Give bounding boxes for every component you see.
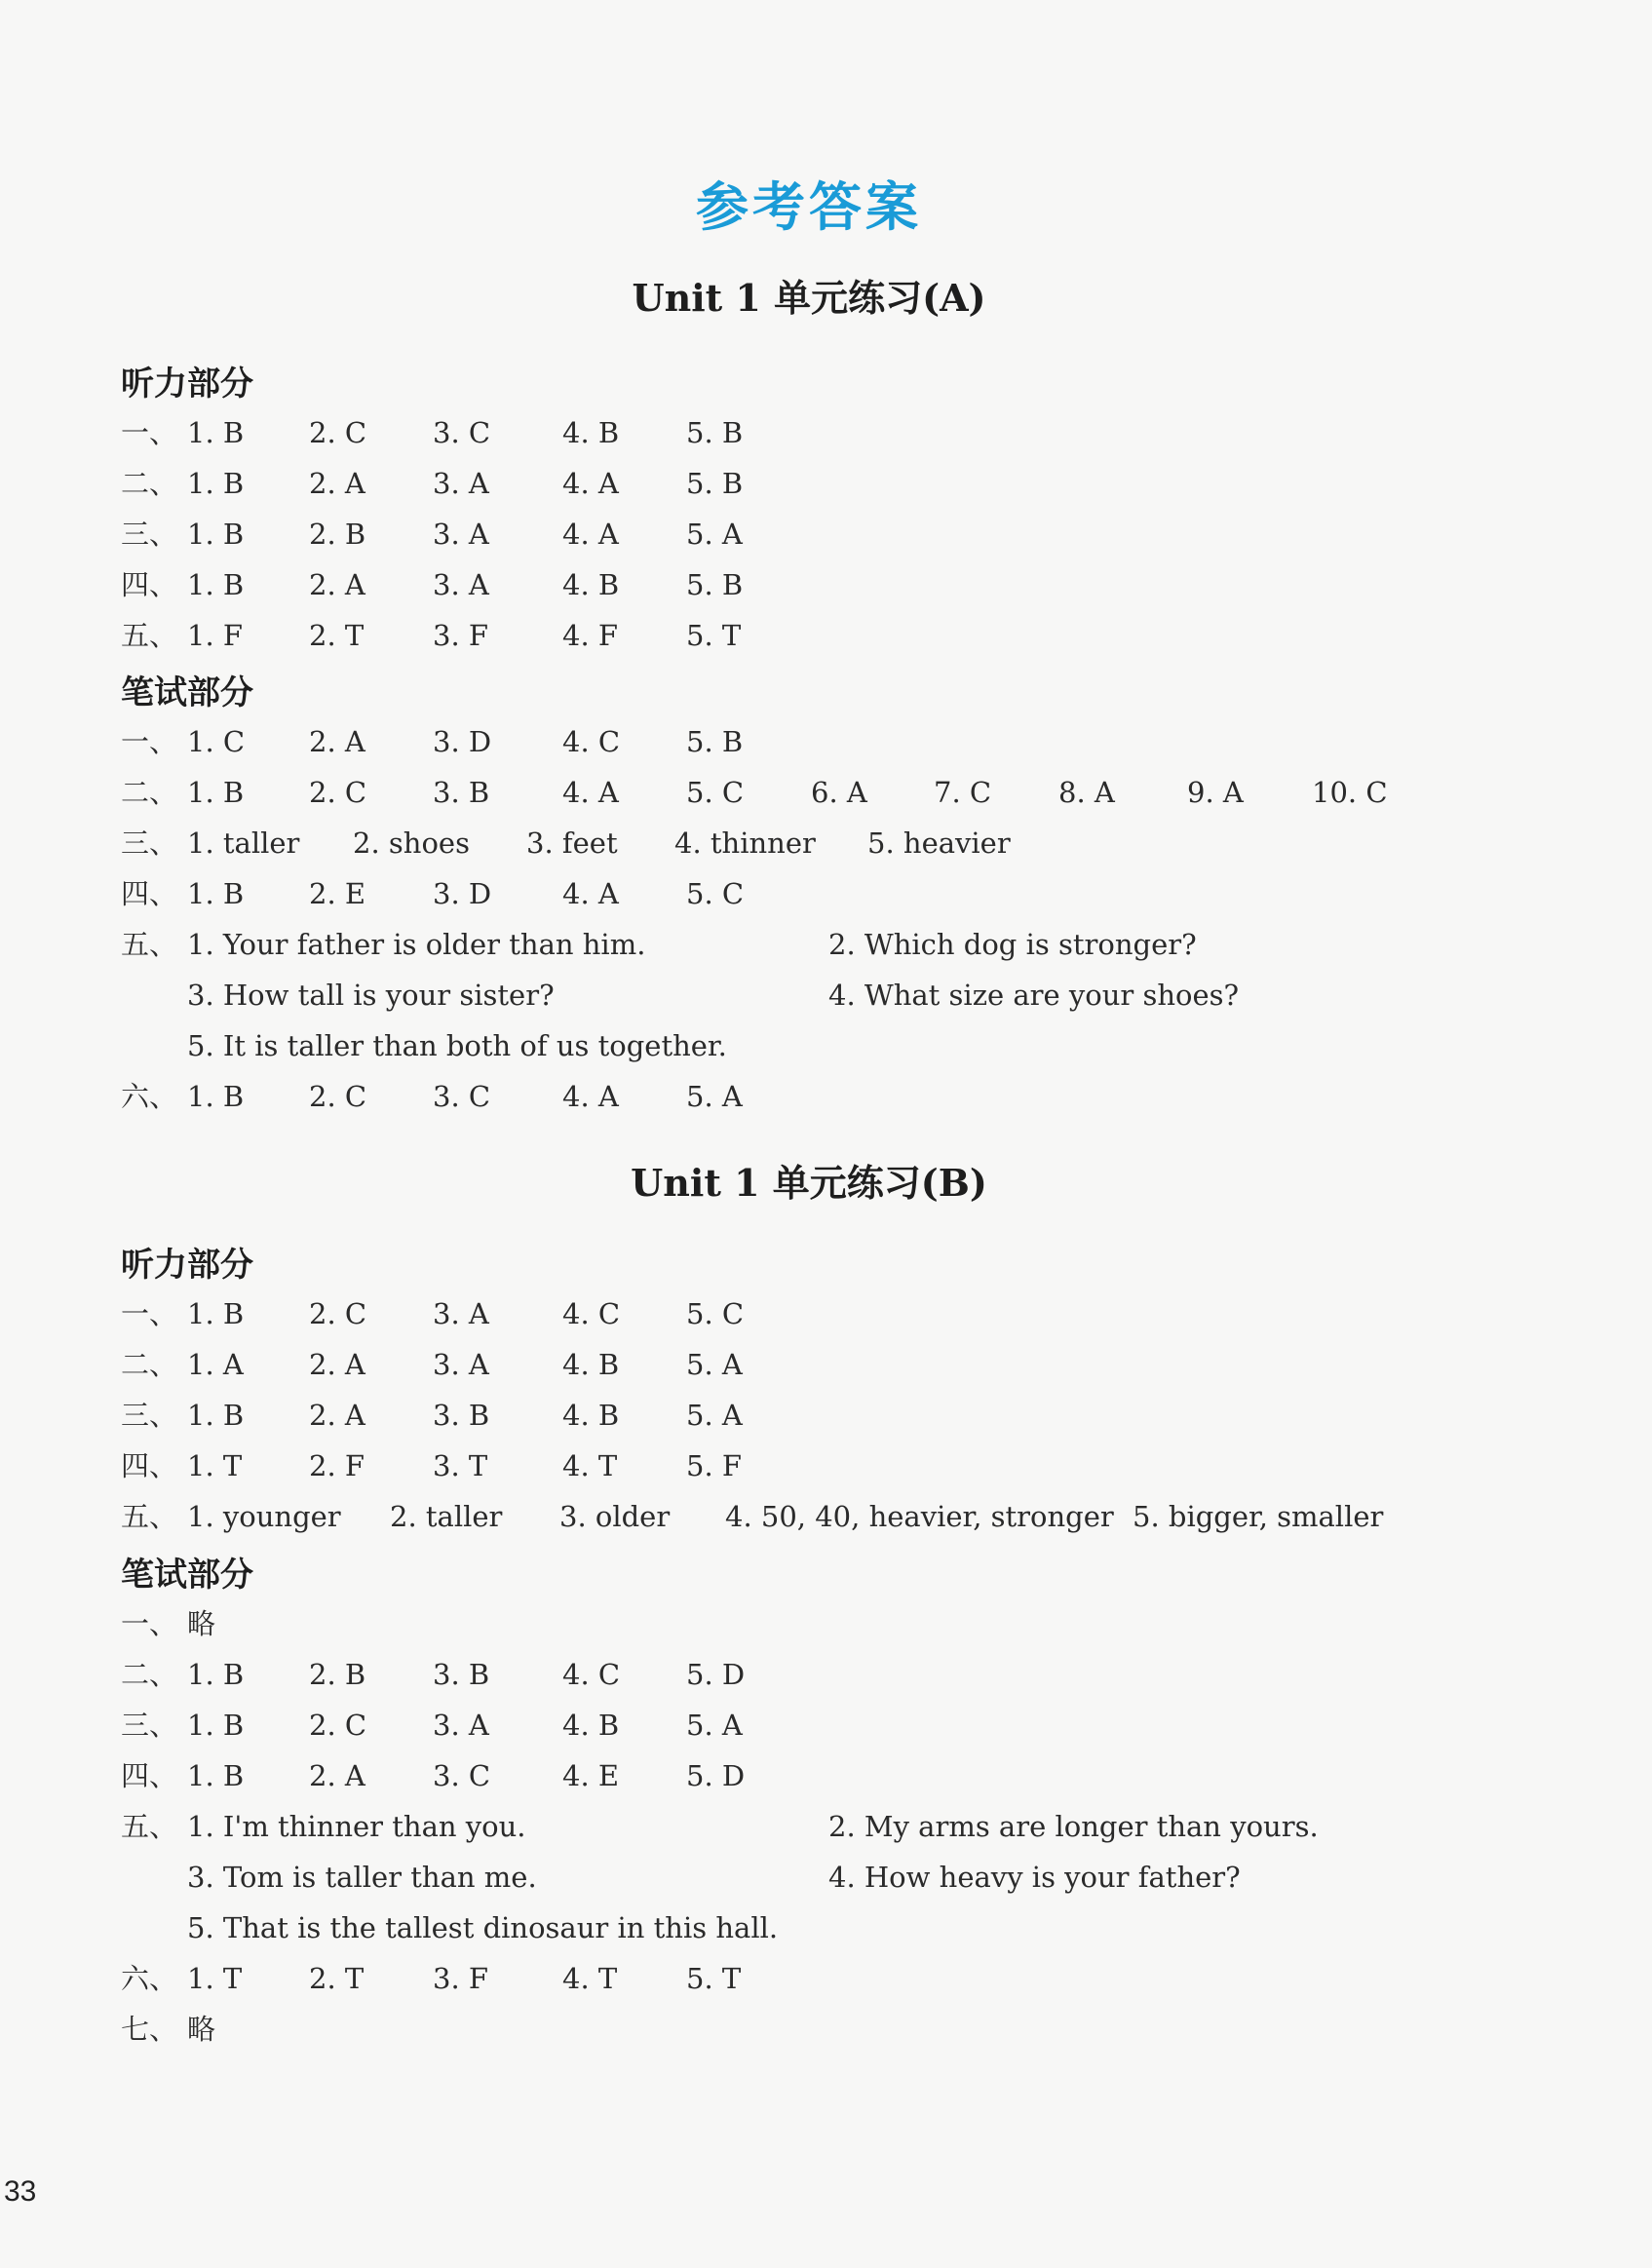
- unit-b-title: Unit 1 单元练习(B): [631, 1161, 987, 1205]
- answer: 7. C: [934, 776, 992, 809]
- sentence-answer: 1. I'm thinner than you.: [187, 1810, 526, 1843]
- question-number: 六、: [121, 1080, 178, 1113]
- answer: 4. B: [562, 1709, 620, 1742]
- answer: 5. bigger, smaller: [1133, 1500, 1384, 1533]
- answer: 3. A: [433, 1348, 489, 1381]
- answer: 4. T: [562, 1962, 618, 1995]
- sentence-answer: 2. Which dog is stronger?: [828, 928, 1197, 961]
- question-number: 七、: [121, 2013, 178, 2046]
- answer: 4. A: [562, 467, 619, 500]
- answer: 1. B: [187, 1658, 245, 1691]
- answer: 1. B: [187, 416, 245, 449]
- answer: 4. B: [562, 1399, 620, 1432]
- answer: 5. heavier: [867, 826, 1011, 860]
- question-number: 一、: [121, 725, 178, 758]
- answer: 1. B: [187, 877, 245, 910]
- sentence-answer: 3. Tom is taller than me.: [187, 1861, 537, 1894]
- answer: 5. A: [686, 518, 743, 551]
- question-number: 五、: [121, 1500, 178, 1533]
- answer: 4. 50, 40, heavier, stronger: [725, 1500, 1114, 1533]
- answer: 3. A: [433, 568, 489, 601]
- sentence-answer: 4. What size are your shoes?: [828, 979, 1240, 1012]
- answer: 3. A: [433, 518, 489, 551]
- answer: 2. C: [309, 1297, 367, 1330]
- answer: 1. taller: [187, 826, 300, 860]
- answer: 2. C: [309, 1080, 367, 1113]
- answer: 4. B: [562, 568, 620, 601]
- question-number: 三、: [121, 1399, 178, 1432]
- answer: 1. B: [187, 518, 245, 551]
- answer: 5. C: [686, 877, 745, 910]
- answer: 2. A: [309, 725, 365, 758]
- unit-b-listening-heading: 听力部分: [121, 1246, 253, 1285]
- answer: 1. B: [187, 467, 245, 500]
- answer: 5. C: [686, 776, 745, 809]
- answer: 4. B: [562, 416, 620, 449]
- answer: 6. A: [811, 776, 867, 809]
- answer: 5. B: [686, 568, 744, 601]
- answer: 5. A: [686, 1348, 743, 1381]
- answer: 4. B: [562, 1348, 620, 1381]
- answer: 2. taller: [390, 1500, 503, 1533]
- answer: 2. C: [309, 1709, 367, 1742]
- question-number: 二、: [121, 1348, 178, 1381]
- answer: 2. A: [309, 568, 365, 601]
- question-number: 二、: [121, 1658, 178, 1691]
- answer: 2. C: [309, 416, 367, 449]
- answer: 3. C: [433, 416, 491, 449]
- answer: 1. B: [187, 776, 245, 809]
- answer: 10. C: [1312, 776, 1388, 809]
- answer: 4. A: [562, 518, 619, 551]
- sentence-answer: 4. How heavy is your father?: [828, 1861, 1241, 1894]
- answer: 3. C: [433, 1080, 491, 1113]
- answer: 2. A: [309, 1399, 365, 1432]
- answer: 1. T: [187, 1449, 243, 1482]
- question-number: 三、: [121, 826, 178, 860]
- answer: 5. C: [686, 1297, 745, 1330]
- answer: 4. F: [562, 619, 619, 652]
- answer: 1. A: [187, 1348, 244, 1381]
- sentence-answer: 2. My arms are longer than yours.: [828, 1810, 1319, 1843]
- answer: 3. A: [433, 467, 489, 500]
- answer: 2. T: [309, 619, 365, 652]
- answer: 1. B: [187, 1297, 245, 1330]
- answer: 5. T: [686, 1962, 742, 1995]
- answer: 略: [187, 1607, 216, 1640]
- answer: 3. B: [433, 1658, 490, 1691]
- answer: 1. B: [187, 568, 245, 601]
- answer: 3. B: [433, 776, 490, 809]
- answer: 8. A: [1058, 776, 1115, 809]
- unit-a-writing-heading: 笔试部分: [121, 673, 253, 712]
- question-number: 三、: [121, 518, 178, 551]
- question-number: 二、: [121, 467, 178, 500]
- page-title: 参考答案: [696, 175, 922, 238]
- answer: 3. A: [433, 1297, 489, 1330]
- answer: 1. B: [187, 1399, 245, 1432]
- answer: 4. C: [562, 1297, 621, 1330]
- answer: 1. C: [187, 725, 246, 758]
- answer: 2. E: [309, 877, 366, 910]
- answer: 2. shoes: [353, 826, 470, 860]
- question-number: 四、: [121, 1449, 178, 1482]
- question-number: 五、: [121, 928, 178, 961]
- answer: 3. A: [433, 1709, 489, 1742]
- answer: 1. younger: [187, 1500, 341, 1533]
- question-number: 六、: [121, 1962, 178, 1995]
- question-number: 一、: [121, 1607, 178, 1640]
- answer: 2. B: [309, 518, 366, 551]
- answer: 4. T: [562, 1449, 618, 1482]
- answer: 4. A: [562, 776, 619, 809]
- answer: 1. B: [187, 1709, 245, 1742]
- answer: 5. F: [686, 1449, 743, 1482]
- answer: 2. A: [309, 1759, 365, 1792]
- answer: 1. B: [187, 1759, 245, 1792]
- question-number: 三、: [121, 1709, 178, 1742]
- answer: 4. C: [562, 725, 621, 758]
- answer: 4. E: [562, 1759, 620, 1792]
- sentence-answer: 3. How tall is your sister?: [187, 979, 555, 1012]
- answer: 3. D: [433, 877, 492, 910]
- question-number: 二、: [121, 776, 178, 809]
- answer: 4. C: [562, 1658, 621, 1691]
- page-number: 33: [4, 2175, 37, 2208]
- answer: 4. thinner: [674, 826, 816, 860]
- unit-a-listening-heading: 听力部分: [121, 365, 253, 404]
- unit-a-title: Unit 1 单元练习(A): [632, 276, 986, 320]
- answer: 3. C: [433, 1759, 491, 1792]
- answer: 2. A: [309, 1348, 365, 1381]
- answer: 4. A: [562, 877, 619, 910]
- answer: 3. older: [559, 1500, 671, 1533]
- answer: 5. B: [686, 725, 744, 758]
- answer: 3. F: [433, 1962, 489, 1995]
- answer: 4. A: [562, 1080, 619, 1113]
- question-number: 四、: [121, 877, 178, 910]
- question-number: 四、: [121, 1759, 178, 1792]
- answer: 5. A: [686, 1399, 743, 1432]
- answer: 2. B: [309, 1658, 366, 1691]
- answer: 3. T: [433, 1449, 488, 1482]
- sentence-answer: 5. That is the tallest dinosaur in this hall.: [187, 1911, 779, 1944]
- answer: 2. A: [309, 467, 365, 500]
- sentence-answer: 1. Your father is older than him.: [187, 928, 646, 961]
- answer: 2. F: [309, 1449, 365, 1482]
- question-number: 五、: [121, 1810, 178, 1843]
- answer: 1. F: [187, 619, 244, 652]
- answer: 略: [187, 2013, 216, 2046]
- question-number: 一、: [121, 1297, 178, 1330]
- unit-b-writing-heading: 笔试部分: [121, 1556, 253, 1595]
- answer: 5. B: [686, 416, 744, 449]
- answer: 3. F: [433, 619, 489, 652]
- answer: 3. feet: [526, 826, 618, 860]
- answer: 3. D: [433, 725, 492, 758]
- answer: 5. T: [686, 619, 742, 652]
- answer: 5. A: [686, 1709, 743, 1742]
- answer: 1. T: [187, 1962, 243, 1995]
- answer: 5. D: [686, 1658, 746, 1691]
- question-number: 四、: [121, 568, 178, 601]
- answer: 5. B: [686, 467, 744, 500]
- answer: 1. B: [187, 1080, 245, 1113]
- answer: 9. A: [1187, 776, 1244, 809]
- answer: 5. A: [686, 1080, 743, 1113]
- answer: 2. T: [309, 1962, 365, 1995]
- question-number: 一、: [121, 416, 178, 449]
- question-number: 五、: [121, 619, 178, 652]
- answer: 2. C: [309, 776, 367, 809]
- sentence-answer: 5. It is taller than both of us together.: [187, 1029, 727, 1062]
- answer: 5. D: [686, 1759, 746, 1792]
- answer: 3. B: [433, 1399, 490, 1432]
